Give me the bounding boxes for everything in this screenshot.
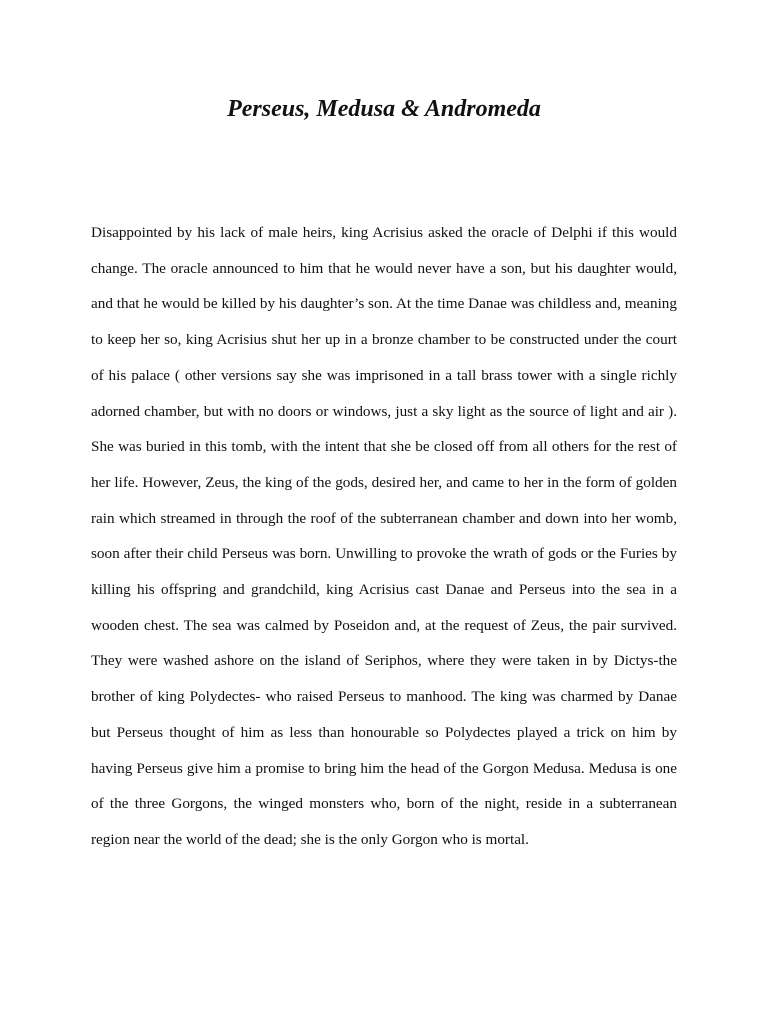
document-title: Perseus, Medusa & Andromeda [227, 96, 541, 122]
body-paragraph: Disappointed by his lack of male heirs, king Acrisius asked the oracle of Delphi if this would change. The oracle announced to him that he would never have a son, but his daughter would, and that he would be killed by his daughter’s son. At the time Danae was childless and, meaning to keep her so, king Acrisius shut her up in a bronze chamber to be constructed under the court of his palace ( other versions say she was imprisoned in a tall brass tower with a single richly adorned chamber, but with no doors or windows, just a sky light as the source of light and air ). She was buried in this tomb, with the intent that she be closed off from all others for the rest of her life. However, Zeus, the king of the gods, desired her, and came to her in the form of golden rain which streamed in through the roof of the subterranean chamber and down into her womb, soon after their child Perseus was born. Unwilling to provoke the wrath of gods or the Furies by killing his offspring and grandchild, king Acrisius cast Danae and Perseus into the sea in a wooden chest. The sea was calmed by Poseidon and, at the request of Zeus, the pair survived. They were washed ashore on the island of Seriphos, where they were taken in by Dictys-the brother of king Polydectes- who raised Perseus to manhood. The king was charmed by Danae but Perseus thought of him as less than honourable so Polydectes played a trick on him by having Perseus give him a promise to bring him the head of the Gorgon Medusa. Medusa is one of the three Gorgons, the winged monsters who, born of the night, reside in a subterranean region near the world of the dead; she is the only Gorgon who is mortal. [91, 224, 677, 848]
